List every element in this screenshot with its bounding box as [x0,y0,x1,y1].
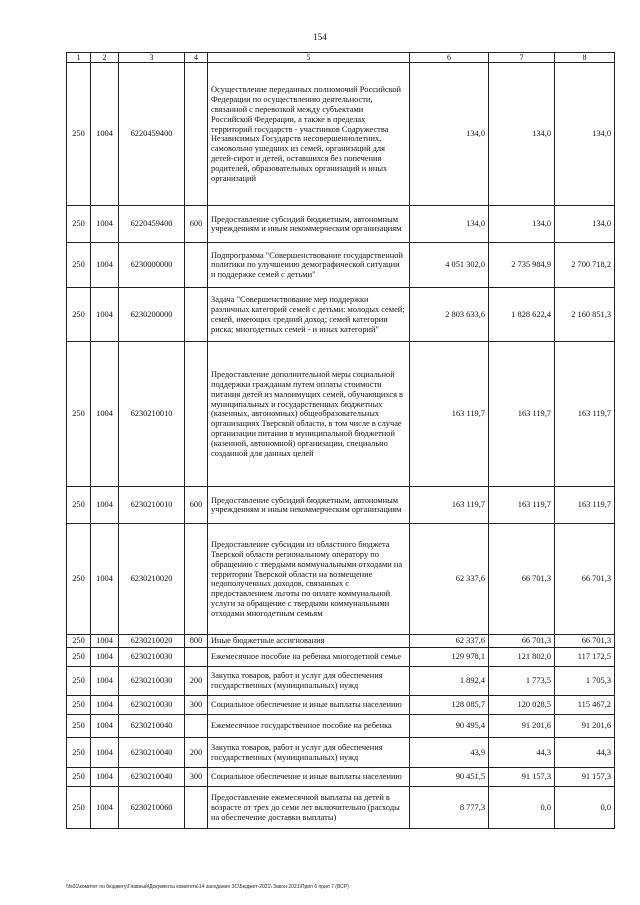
column-header: 8 [555,53,615,63]
amount-cell: 2 735 984,9 [489,243,555,288]
code-cell: 6230000000 [119,243,185,288]
code-cell: 1004 [91,206,119,243]
code-cell: 6230210040 [119,715,185,738]
code-cell: 300 [185,768,208,787]
table-row [67,206,615,243]
code-cell: 250 [67,738,91,768]
column-header: 6 [410,53,489,63]
code-cell: 6230210060 [119,787,185,829]
description-cell: Ежемесячное пособие на ребенка многодетной семье [208,648,410,667]
amount-cell: 0,0 [555,787,615,829]
code-cell [185,288,208,342]
footer-file-path: \\fs01\комитет по бюджету\Главный\Документы комитета\14 заседание ЗС\Бюджет-2021\ Закон-2021\Прил 6 прил 7 (ВСР) [66,884,349,890]
column-header: 4 [185,53,208,63]
code-cell: 6230210020 [119,635,185,648]
amount-cell: 66 701,3 [489,635,555,648]
code-cell [185,243,208,288]
amount-cell: 4 051 302,0 [410,243,489,288]
code-cell: 1004 [91,487,119,524]
page-number: 154 [313,32,327,42]
amount-cell: 1 705,3 [555,667,615,696]
description-cell: Закупка товаров, работ и услуг для обеспечения государственных (муниципальных) нужд [208,738,410,768]
code-cell: 250 [67,715,91,738]
table-row [67,635,615,648]
amount-cell: 44,3 [489,738,555,768]
code-cell: 250 [67,787,91,829]
code-cell: 250 [67,635,91,648]
table-row [67,768,615,787]
amount-cell: 62 337,6 [410,524,489,635]
code-cell: 250 [67,487,91,524]
code-cell: 300 [185,696,208,715]
description-cell: Предоставление ежемесячной выплаты на детей в возрасте от трех до семи лет включительно (расходы на обеспечение доставки выплаты) [208,787,410,829]
code-cell: 1004 [91,243,119,288]
description-cell: Иные бюджетные ассигнования [208,635,410,648]
table-row [67,342,615,487]
code-cell: 6220459400 [119,63,185,206]
amount-cell: 43,9 [410,738,489,768]
amount-cell: 66 701,3 [489,524,555,635]
code-cell: 250 [67,524,91,635]
amount-cell: 1 828 622,4 [489,288,555,342]
code-cell [185,715,208,738]
code-cell: 1004 [91,524,119,635]
code-cell: 1004 [91,648,119,667]
code-cell: 800 [185,635,208,648]
amount-cell: 66 701,3 [555,524,615,635]
code-cell: 250 [67,667,91,696]
amount-cell: 90 451,5 [410,768,489,787]
code-cell: 250 [67,696,91,715]
amount-cell: 163 119,7 [489,342,555,487]
amount-cell: 66 701,3 [555,635,615,648]
table-row [67,715,615,738]
amount-cell: 117 172,5 [555,648,615,667]
code-cell: 250 [67,206,91,243]
code-cell: 1004 [91,635,119,648]
code-cell: 1004 [91,696,119,715]
code-cell [185,648,208,667]
amount-cell: 163 119,7 [410,342,489,487]
code-cell: 6230210010 [119,342,185,487]
description-cell: Предоставление субсидии из областного бюджета Тверской области региональному оператору по обращению с твердыми коммунальными отходами на территории Тверской области на возмещение недополученных доходов, связанных с предоставлением льготы по оплате коммунальной услуги за обращение с твердыми коммунальными отходами многодетным семьям [208,524,410,635]
budget-table [66,52,615,829]
code-cell: 6230210030 [119,696,185,715]
table-row [67,63,615,206]
amount-cell: 134,0 [489,63,555,206]
code-cell: 250 [67,243,91,288]
amount-cell: 163 119,7 [410,487,489,524]
amount-cell: 8 777,3 [410,787,489,829]
code-cell: 6230210040 [119,768,185,787]
code-cell: 200 [185,667,208,696]
amount-cell: 120 028,5 [489,696,555,715]
amount-cell: 134,0 [555,206,615,243]
code-cell: 1004 [91,787,119,829]
amount-cell: 91 201,6 [489,715,555,738]
amount-cell: 121 802,0 [489,648,555,667]
amount-cell: 134,0 [489,206,555,243]
code-cell: 6230210010 [119,487,185,524]
amount-cell: 44,3 [555,738,615,768]
amount-cell: 2 803 633,6 [410,288,489,342]
description-cell: Закупка товаров, работ и услуг для обеспечения государственных (муниципальных) нужд [208,667,410,696]
amount-cell: 91 157,3 [555,768,615,787]
code-cell: 6230210030 [119,667,185,696]
description-cell: Предоставление субсидий бюджетным, автономным учреждениям и иным некоммерческим организациям [208,206,410,243]
table-row [67,696,615,715]
amount-cell: 134,0 [555,63,615,206]
code-cell [185,787,208,829]
code-cell: 1004 [91,768,119,787]
amount-cell: 163 119,7 [555,342,615,487]
table-row [67,667,615,696]
amount-cell: 2 160 851,3 [555,288,615,342]
code-cell: 250 [67,288,91,342]
code-cell: 200 [185,738,208,768]
amount-cell: 62 337,6 [410,635,489,648]
code-cell: 250 [67,768,91,787]
description-cell: Предоставление дополнительной меры социальной поддержки гражданам путем оплаты стоимости питания детей из малоимущих семей, обучающихся в муниципальных и государственных бюджетных (казенных, автономных) общеобразовательных организациях Тверской области, в том числе в случае организации питания в муниципальной бюджетной (казенной, автономной) организации, специально созданной для данных целей [208,342,410,487]
code-cell: 600 [185,206,208,243]
column-header: 3 [119,53,185,63]
code-cell: 6230210030 [119,648,185,667]
column-header: 5 [208,53,410,63]
amount-cell: 129 978,1 [410,648,489,667]
description-cell: Социальное обеспечение и иные выплаты населению [208,768,410,787]
amount-cell: 91 157,3 [489,768,555,787]
code-cell: 250 [67,63,91,206]
table-row [67,243,615,288]
code-cell: 1004 [91,738,119,768]
table-row [67,648,615,667]
description-cell: Ежемесячное государственное пособие на ребенка [208,715,410,738]
table-row [67,738,615,768]
code-cell [185,342,208,487]
amount-cell: 91 201,6 [555,715,615,738]
column-header: 7 [489,53,555,63]
column-number-row [67,53,615,63]
amount-cell: 163 119,7 [555,487,615,524]
table-row [67,288,615,342]
description-cell: Предоставление субсидий бюджетным, автономным учреждениям и иным некоммерческим организациям [208,487,410,524]
table-row [67,487,615,524]
amount-cell: 134,0 [410,206,489,243]
amount-cell: 90 495,4 [410,715,489,738]
amount-cell: 2 700 718,2 [555,243,615,288]
amount-cell: 1 773,5 [489,667,555,696]
code-cell: 6220459400 [119,206,185,243]
column-header: 2 [91,53,119,63]
code-cell: 1004 [91,342,119,487]
table-row [67,787,615,829]
code-cell [185,63,208,206]
code-cell: 6230200000 [119,288,185,342]
code-cell: 600 [185,487,208,524]
amount-cell: 128 085,7 [410,696,489,715]
description-cell: Осуществление переданных полномочий Российской Федерации по осуществлению деятельности, связанной с перевозкой между субъектами Российской Федерации, а также в пределах территорий государств - участников Содружества Независимых Государств несовершеннолетних, самовольно ушедших из семей, организаций для детей-сирот и детей, оставшихся без попечения родителей, образовательных организаций и иных организаций [208,63,410,206]
description-cell: Задача "Совершенствование мер поддержки различных категорий семей с детьми: молодых семей; семей, имеющих средний доход; семей категории риска; многодетных семей - и иных категорий" [208,288,410,342]
amount-cell: 163 119,7 [489,487,555,524]
description-cell: Социальное обеспечение и иные выплаты населению [208,696,410,715]
code-cell: 6230210040 [119,738,185,768]
code-cell: 6230210020 [119,524,185,635]
code-cell [185,524,208,635]
amount-cell: 0,0 [489,787,555,829]
amount-cell: 1 892,4 [410,667,489,696]
amount-cell: 115 467,2 [555,696,615,715]
table-body [67,63,615,829]
code-cell: 1004 [91,63,119,206]
column-header: 1 [67,53,91,63]
code-cell: 250 [67,648,91,667]
description-cell: Подпрограмма "Совершенствование государственной политики по улучшению демографической ситуации и поддержке семей с детьми" [208,243,410,288]
code-cell: 250 [67,342,91,487]
table-row [67,524,615,635]
code-cell: 1004 [91,288,119,342]
code-cell: 1004 [91,667,119,696]
code-cell: 1004 [91,715,119,738]
amount-cell: 134,0 [410,63,489,206]
